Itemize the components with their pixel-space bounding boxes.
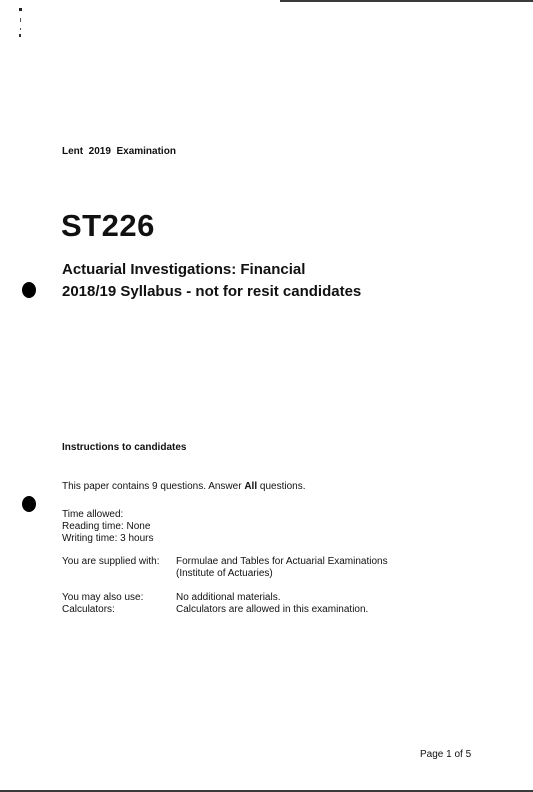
questions-instruction-prefix: This paper contains 9 questions. Answer (62, 481, 245, 492)
calculators-value: Calculators are allowed in this examination. (176, 604, 369, 615)
reading-time: Reading time: None (62, 521, 151, 532)
punch-hole-icon (22, 496, 36, 512)
instructions-heading: Instructions to candidates (62, 442, 187, 453)
time-allowed-block (62, 509, 154, 545)
course-title-line-2: 2018/19 Syllabus - not for resit candidates (62, 283, 362, 300)
also-use-label: You may also use: (62, 592, 144, 603)
time-allowed-label: Time allowed: (62, 509, 124, 520)
supplied-value-line-1: Formulae and Tables for Actuarial Examinations (176, 556, 388, 567)
course-title (62, 259, 361, 303)
staple-mark-icon (19, 8, 22, 38)
course-title-line-1: Actuarial Investigations: Financial (62, 261, 306, 278)
page-number: Page 1 of 5 (420, 749, 472, 760)
supplied-value-line-2: (Institute of Actuaries) (176, 568, 273, 579)
questions-instruction-suffix: questions. (257, 481, 306, 492)
questions-instruction (62, 481, 305, 493)
course-code: ST226 (61, 208, 155, 243)
punch-hole-icon (22, 282, 36, 298)
top-edge-line (280, 0, 533, 2)
writing-time: Writing time: 3 hours (62, 533, 154, 544)
supplied-label: You are supplied with: (62, 556, 160, 567)
also-use-value: No additional materials. (176, 592, 281, 603)
questions-instruction-all: All (244, 481, 258, 492)
exam-session: Lent 2019 Examination (62, 146, 176, 157)
supplied-value (176, 556, 388, 580)
calculators-label: Calculators: (62, 604, 115, 615)
